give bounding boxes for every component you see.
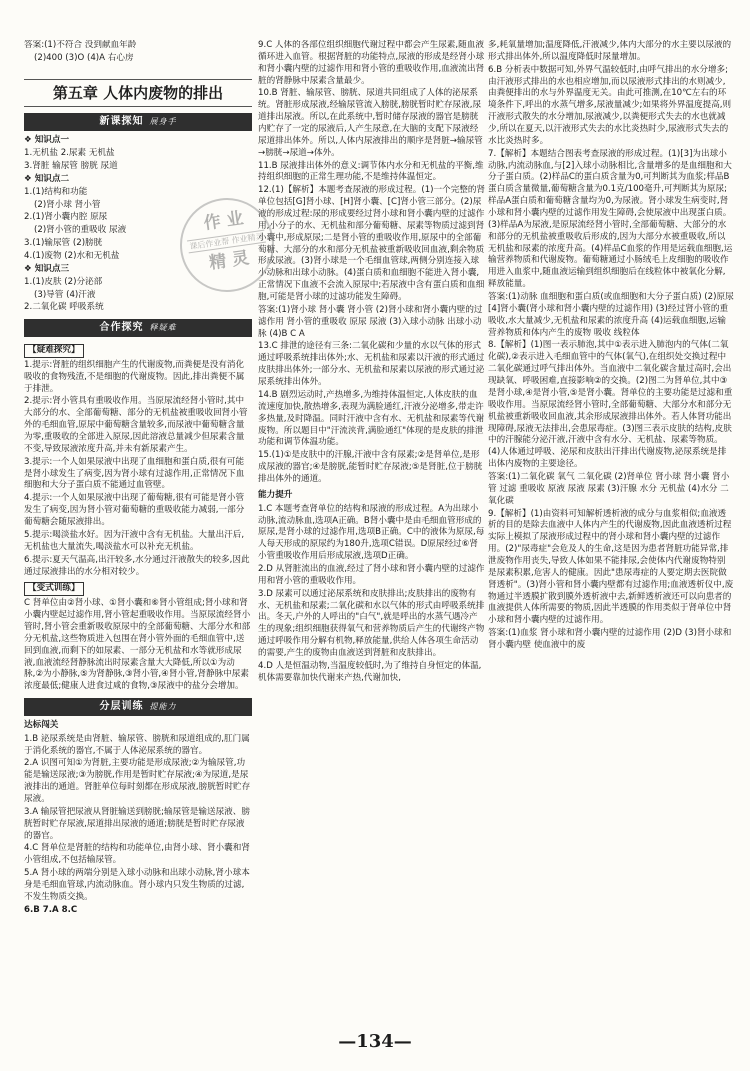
top-answer: 答案:(1)不符合 没到献血年龄 bbox=[24, 40, 137, 50]
ability-question-4: 4.D 人是恒温动物,当温度较低时,为了维持自身恒定的体温,机体需要靠加快代谢来产热,代谢加快, bbox=[258, 660, 482, 683]
watermark-stamp: 作 业 课后作业帮 作业精灵 精 灵 bbox=[174, 192, 280, 298]
variant-training-tag: 【变式训练】 bbox=[24, 582, 84, 596]
right-question-6: 6.B 分析表中数据可知,外界气温较低时,由呼气排出的水分增多;由汗液形式排出的水也相应增加,而以尿液形式排出的水则减少,由粪便排出的水与外界温度无关。由此可推测,在10℃左右的环境条件下,呼出的水蒸气增多,尿液量减少;如果将外界温度提高,则汗液形式散失的水分增加,尿液减少,以粪便形式失去的水也就减少,所以在夏天,以汗液形式失去的水比炎热时少,尿液形式失去的水比炎热时多。 bbox=[488, 64, 732, 146]
kp2-line-5: 3.(1)输尿管 (2)膀胱 bbox=[24, 238, 103, 249]
kp3-line-3: 2.二氧化碳 呼吸系统 bbox=[24, 302, 104, 313]
question-14: 14.B 剧烈运动时,产热增多,为维持体温恒定,人体皮肤的血流速度加快,散热增多,表现为满脸通红,汗液分泌增多,带走许多热量,及时降温。同时汗液中含有水、无机盐和尿素等代谢废物。所以题目中"汗流浃背,满脸通红"体现的是皮肤的排泄功能和调节体温功能。 bbox=[258, 389, 485, 448]
doubt-2: 2.提示:肾小管具有重吸收作用。当原尿流经肾小管时,其中大部分的水、全部葡萄糖、部分的无机盐被重吸收回肾小管外的毛细血管,原尿中葡萄糖含量较多,而尿液中葡萄糖含量为零,重吸收的全部进入原尿,因此溶液总量减少但尿素含量不变,导致尿液浓度升高,并未有新尿素产生。 bbox=[24, 396, 248, 454]
banner-new-lesson: 新课探知 展身手 bbox=[24, 113, 252, 131]
question-1: 1.B 泌尿系统是由肾脏、输尿管、膀胱和尿道组成的,肛门属于消化系统的器官,不属于人体泌尿系统的器官。 bbox=[24, 733, 250, 756]
kp2-line-6: 4.(1)废物 (2)水和无机盐 bbox=[24, 250, 120, 261]
kp3-line-2: (3)导管 (4)汗液 bbox=[34, 289, 96, 300]
ability-level-tag: 能力提升 bbox=[258, 489, 293, 500]
question-15: 15.(1)①是皮肤中的汗腺,汗液中含有尿素;②是肾单位,是形成尿液的器官;④是膀胱,能暂时贮存尿液;⑤是肾脏,位于膀胱排出体外的通道。 bbox=[258, 450, 483, 484]
question-3: 3.A 输尿管把尿液从肾脏输送到膀胱;输尿管是输送尿液、膀胱暂时贮存尿液,尿道排出尿液的通道;膀胱是暂时贮存尿液的器官。 bbox=[24, 806, 250, 841]
pass-level-tag: 达标闯关 bbox=[24, 719, 59, 730]
doubt-6: 6.提示:夏天气温高,出汗较多,水分通过汗液散失的较多,因此通过尿液排出的水分相对较少。 bbox=[24, 554, 250, 577]
right-question-8-answer: 答案:(1)二氧化碳 氧气 二氧化碳 (2)肾单位 肾小球 肾小囊 肾小管 过滤 重吸收 原液 尿液 尿素 (3)汗腺 水分 无机盐 (4)水分 二氧化碳 bbox=[488, 471, 730, 506]
column-right bbox=[488, 40, 734, 1025]
question-5: 5.A 肾小球的两端分别是入球小动脉和出球小动脉,肾小球本身是毛细血管球,内流动脉血。肾小球内只发生物质的过滤,不发生物质交换。 bbox=[24, 868, 250, 902]
kp2-line-4: (2)肾小管的重吸收 尿液 bbox=[34, 225, 127, 236]
knowledge-point-1: ❖ 知识点一 bbox=[24, 135, 70, 146]
knowledge-point-2: ❖ 知识点二 bbox=[24, 173, 70, 184]
right-question-9-answer: 答案:(1)血浆 肾小球和肾小囊内壁的过滤作用 (2)D (3)肾小球和肾小囊内壁 使血液中的废 bbox=[488, 628, 732, 650]
kp1-line-2: 3.肾脏 输尿管 膀胱 尿道 bbox=[24, 160, 118, 171]
question-12: 12.(1)【解析】本题考查尿液的形成过程。(1)一个完整的肾单位包括[G]肾小球、[H]肾小囊、[C]肾小管三部分。(2)尿液的形成过程:尿的形成要经过肾小球和肾小囊内壁的过滤作用,小分子的水、无机盐和部分葡萄糖、尿素等物质过滤到肾小囊中,形成原尿;二是肾小管的重吸收作用,原尿中的全部葡萄糖、大部分的水和部分无机盐被重新吸收回血液,剩余物质形成尿液。(3)肾小球是一个毛细血管球,两侧分别连接入球小动脉和出球小动脉。(4)蛋白质和血细胞不能进入肾小囊,正常情况下血液不会流入原尿中;若尿液中含有蛋白质和血细胞,可能是肾小球的过滤功能发生障碍。 bbox=[258, 185, 486, 303]
ability-question-3: 3.D 尿素可以通过泌尿系统和皮肤排出;皮肤排出的废物有水、无机盐和尿素;二氧化碳和水以气体的形式由呼吸系统排出。冬天,户外的人呼出的"白气",就是呼出的水蒸气遇冷产生的现象;组织细胞获得氧气和营养物质后产生的代谢终产物通过呼吸作用分解有机物,释放能量,供给人体各项生命活动的需要,产生的废物由血液送到肾脏和皮肤排出。 bbox=[258, 588, 485, 658]
kp3-line-1: 1.(1)皮肤 (2)分泌部 bbox=[24, 276, 103, 287]
question-2: 2.A 识图可知①为肾脏,主要功能是形成尿液;②为输尿管,功能是输送尿液;③为膀胱,作用是暂时贮存尿液;④为尿道,是尿液排出的通道。肾脏单位每时刻都在形成尿液,膀胱暂时贮存尿液。 bbox=[24, 758, 251, 805]
right-question-7-answer: 答案:(1)动脉 血细胞和蛋白质(或血细胞和大分子蛋白质) (2)原尿 [4]肾小囊(肾小球和肾小囊内壁的过滤作用) (3)经过肾小管的重吸收,水大量减少,无机盐和尿素的浓度升高 (4)运载血细胞,运输营养物质和体内产生的废物 吸收 线粒体 bbox=[488, 292, 734, 338]
kp2-line-2: (2)肾小球 肾小管 bbox=[34, 199, 101, 210]
chapter-title: 第五章 人体内废物的排出 bbox=[24, 79, 252, 108]
doubt-4: 4.提示:一个人如果尿液中出现了葡萄糖,很有可能是肾小管发生了病变,因为肾小管对葡萄糖的重吸收能力减弱,一部分葡萄糖会随尿液排出。 bbox=[24, 493, 245, 528]
column-left bbox=[24, 40, 252, 1025]
right-question-8: 8.【解析】(1)图一表示肺泡,其中①表示进入肺泡内的气体(二氧化碳),②表示进入毛细血管中的气体(氧气),在组织处交换过程中二氧化碳通过呼气排出体外。当血液中二氧化碳含量过高时,会出现缺氧、呼吸困难,直接影响②的交换。(2)图二为肾单位,其中③是肾小球,④是肾小管,⑤是肾小囊。肾单位的主要功能是过滤和重吸收作用。当原尿流经肾小管时,全部葡萄糖、大部分水和部分无机盐被重新吸收回血液,其余形成尿液排出体外。若人体肾功能出现障碍,尿液无法排出,会患尿毒症。(3)图三表示皮肤的结构,皮肤中的汗腺能分泌汗液,汗液中含有水分、无机盐、尿素等物质。(4)人体通过呼吸、泌尿和皮肤出汗排出代谢废物,泌尿系统是排出体内废物的主要途径。 bbox=[488, 340, 733, 470]
kp1-line-1: 1.无机盐 2.尿素 无机盐 bbox=[24, 148, 115, 159]
question-9: 9.C 人体的各部位组织细胞代谢过程中都会产生尿素,随血液循环进入血管。根据肾脏的功能特点,尿液的形成是经肾小球和肾小囊内壁的过滤作用和肾小管的重吸收作用,血液流出肾脏的肾静脉中尿素含量最少。 bbox=[258, 40, 485, 86]
question-6-8: 6.B 7.A 8.C bbox=[24, 904, 78, 915]
banner-layered-training: 分层训练 提能力 bbox=[24, 698, 252, 716]
question-12-answer: 答案:(1)肾小球 肾小囊 肾小管 (2)肾小球和肾小囊内壁的过滤作用 肾小管的重吸收 原尿 尿液 (3)入球小动脉 出球小动脉 (4)B C A bbox=[258, 304, 483, 339]
top-answer-2: (2)400 (3)O (4)A 右心房 bbox=[34, 52, 134, 63]
variant-training-text: C 肾单位由②肾小球、①肾小囊和⑥肾小管组成;肾小球和肾小囊内壁起过滤作用,肾小管起重吸收作用。当原尿流经肾小管时,肾小管会重新吸收原尿中的全部葡萄糖、大部分水和部分无机盐,这些物质进入包围在肾小管外面的毛细血管中,送回到血液,而剩下的如尿素、一部分无机盐和水等就形成尿液,血液流经肾静脉流出时尿素含量大大降低,所以①为动脉,②为小静脉,⑤为肾静脉,③肾小管,④肾小管,肾静脉中尿素浓度最低;健康人进食过咸的食物,③尿液中的盐分会增加。 bbox=[24, 598, 251, 692]
banner-cooperation: 合作探究 释疑难 bbox=[24, 319, 252, 337]
continued-text: 多,耗氧量增加;温度降低,汗液减少,体内大部分的水主要以尿液的形式排出体外,所以温度降低时尿量增加。 bbox=[488, 40, 732, 62]
header-faded-text bbox=[270, 6, 480, 22]
knowledge-point-3: ❖ 知识点三 bbox=[24, 263, 70, 274]
doubt-3: 3.提示:一个人如果尿液中出现了血细胞和蛋白质,很有可能是肾小球发生了病变,因为肾小球有过滤作用,正常情况下血细胞和大分子蛋白质不能通过血管壁。 bbox=[24, 456, 245, 491]
right-question-7: 7.【解析】本题结合图表考查尿液的形成过程。(1)[3]为出球小动脉,内流动脉血,与[2]入球小动脉相比,含量增多的是血细胞和大分子蛋白质。(2)样品C的蛋白质含量为0,可判断其为血浆;样品B蛋白质含量微量,葡萄糖含量为0.1克/100毫升,可判断其为原尿;样品A蛋白质和葡萄糖含量均为0,为尿液。肾小球发生病变时,肾小球和肾小囊内壁的过滤作用发生障碍,会使尿液中出现蛋白质。(3)样品A为尿液,是原尿流经肾小管时,全部葡萄糖、大部分的水和部分的无机盐被重吸收后形成的,因为大部分水被重吸收,所以无机盐和尿素的浓度升高。(4)样品C血浆的作用是运载血细胞,运输营养物质和代谢废物。葡萄糖通过小肠绒毛上皮细胞的吸收作用进入血浆中,随血液运输到组织细胞后在线粒体中被氧化分解,释放能量。 bbox=[488, 148, 733, 290]
kp2-line-3: 2.(1)肾小囊内腔 原尿 bbox=[24, 212, 108, 223]
ability-question-1: 1.C 本题考查肾单位的结构和尿液的形成过程。A为出球小动脉,流动脉血,选项A正确。B肾小囊中是由毛细血管形成的原尿,是肾小球的过滤作用,选项B正确。C中的液体为原尿,每人每天形成的原尿约为180升,选项C错误。D原尿经过⑥肾小管重吸收作用后形成尿液,选项D正确。 bbox=[258, 503, 485, 562]
ability-question-2: 2.D 从肾脏流出的血液,经过了肾小球和肾小囊内壁的过滤作用和肾小管的重吸收作用。 bbox=[258, 563, 485, 586]
right-question-9: 9.【解析】(1)由资料可知解析透析液的成分与血浆相似;血液透析的目的是除去血液中人体内产生的代谢废物,因此血液透析过程实际上模拟了尿液形成过程中的肾小球和肾小囊内壁的过滤作用。(2)"尿毒症"会危及人的生命,这是因为患者肾脏功能异常,排泄废物作用丧失,导致人体如果不能排尿,会使体内代谢废物特别是尿素积累,危害人的健康。因此"患尿毒症的人要定期去医院做肾透析"。(3)肾小管和肾小囊内壁都有过滤作用;血液透析仪中,废物通过半透膜扩散到膜外透析液中去,新鲜透析液还可以向患者的血液提供人体所需要的物质,因此半透膜的作用类似于肾单位中肾小球和肾小囊内壁的过滤作用。 bbox=[488, 508, 734, 626]
question-13: 13.C 排泄的途径有三条:二氧化碳和少量的水以气体的形式通过呼吸系统排出体外;水、无机盐和尿素以汗液的形式通过皮肤排出体外;一部分水、无机盐和尿素以尿液的形式通过泌尿系统排出体外。 bbox=[258, 341, 485, 388]
column-middle bbox=[258, 40, 486, 1025]
question-10: 10.B 肾脏、输尿管、膀胱、尿道共同组成了人体的泌尿系统。肾脏形成尿液,经输尿管流入膀胱,膀胱暂时贮存尿液,尿道排出尿液。所以,在此系统中,暂时储存尿液的器官是膀胱内贮存了一定的尿液后,人产生尿意,在大脑的支配下尿液经尿道排出体外。所以,人体内尿液排出的顺序是肾脏→输尿管→膀胱→尿道→体外。 bbox=[258, 88, 483, 158]
kp2-line-1: 1.(1)结构和功能 bbox=[24, 186, 88, 197]
question-4: 4.C 肾单位是肾脏的结构和功能单位,由肾小球、肾小囊和肾小管组成,不包括输尿管。 bbox=[24, 843, 250, 866]
doubt-1: 1.提示:肾脏的组织细胞产生的代谢废物,而粪便是没有消化吸收的食物残渣,不是细胞的代谢废物。因此,排出粪便不属于排泄。 bbox=[24, 359, 245, 394]
doubt-section-tag: 【疑难探究】 bbox=[24, 344, 84, 358]
question-11: 11.B 尿液排出体外的意义:调节体内水分和无机盐的平衡,维持组织细胞的正常生理功能,不是维持体温恒定。 bbox=[258, 160, 484, 183]
page-number: —134— bbox=[338, 1031, 412, 1052]
doubt-5: 5.提示:喝淡盐水好。因为汗液中含有无机盐。大量出汗后,无机盐也大量流失,喝淡盐水可以补充无机盐。 bbox=[24, 529, 245, 552]
